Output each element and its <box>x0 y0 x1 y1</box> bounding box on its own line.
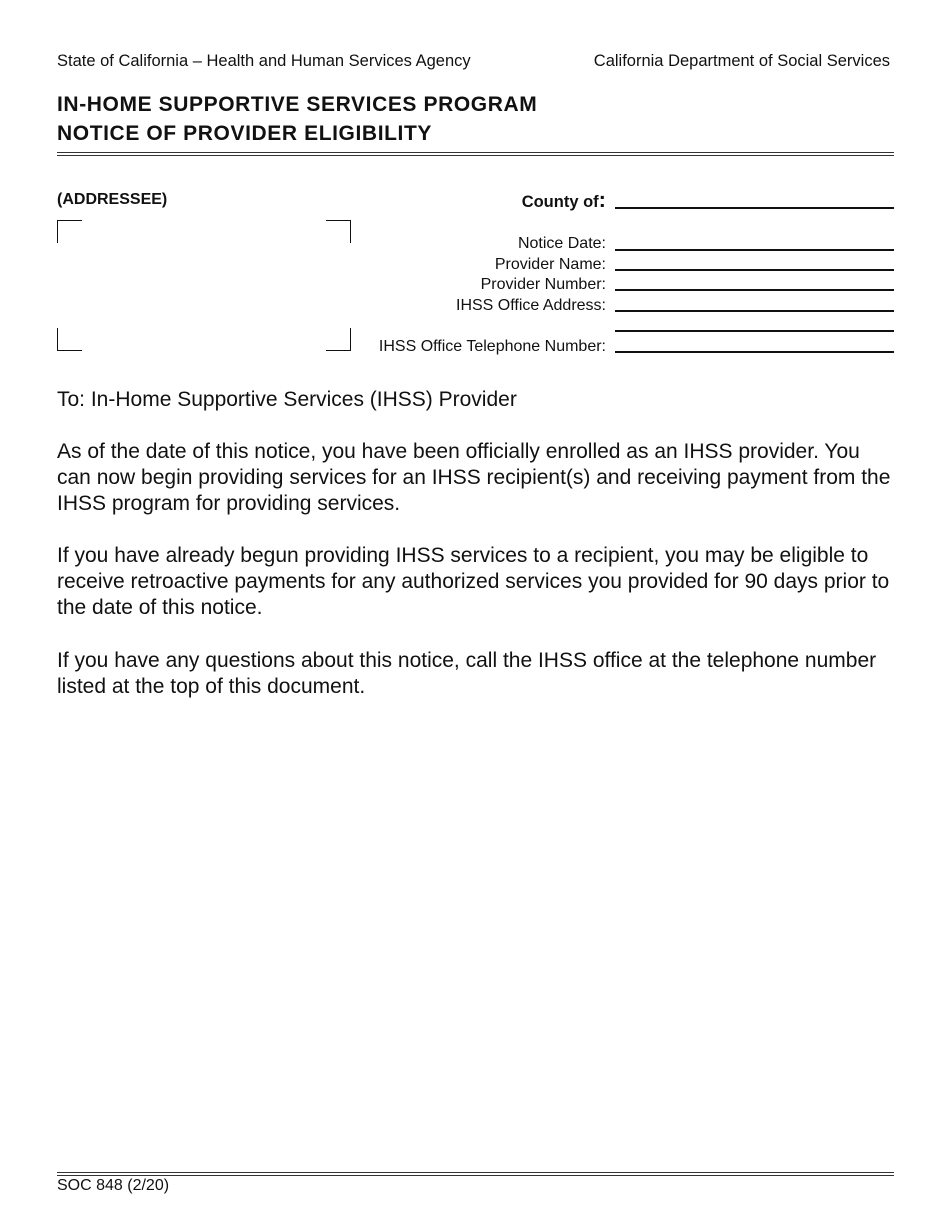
provider-name-field[interactable] <box>615 269 894 271</box>
footer-divider <box>57 1172 894 1176</box>
department-header: California Department of Social Services <box>593 52 890 70</box>
address-window-corner-top-left <box>57 220 82 243</box>
address-window-corner-bottom-right <box>326 328 351 351</box>
notice-date-label: Notice Date: <box>517 235 606 252</box>
office-phone-label: IHSS Office Telephone Number: <box>378 338 606 355</box>
office-address-field-line1[interactable] <box>615 310 894 312</box>
agency-header: State of California – Health and Human Services Agency <box>57 52 471 70</box>
retroactive-payment-paragraph: If you have already begun providing IHSS services to a recipient, you may be eligible to receive retroactive payments for any authorized services you provided for 90 days prior to the date of this notice. <box>57 544 890 619</box>
notice-date-field[interactable] <box>615 249 894 251</box>
provider-number-label: Provider Number: <box>480 276 606 293</box>
county-label: County of: <box>521 187 606 212</box>
form-code: SOC 848 (2/20) <box>57 1177 170 1194</box>
address-window-corner-bottom-left <box>57 328 82 351</box>
notice-title: NOTICE OF PROVIDER ELIGIBILITY <box>57 122 433 145</box>
enrollment-paragraph: As of the date of this notice, you have been officially enrolled as an IHSS provider. You can now begin providing services for an IHSS recipient(s) and receiving payment from the IHSS program for providing services. <box>57 440 891 515</box>
provider-name-label: Provider Name: <box>494 256 606 273</box>
title-divider <box>57 152 894 156</box>
address-window-corner-top-right <box>326 220 351 243</box>
provider-number-field[interactable] <box>615 289 894 291</box>
program-title: IN-HOME SUPPORTIVE SERVICES PROGRAM <box>57 93 538 116</box>
office-address-label: IHSS Office Address: <box>456 297 606 314</box>
office-phone-field[interactable] <box>615 351 894 353</box>
county-field[interactable] <box>615 207 894 209</box>
questions-paragraph: If you have any questions about this notice, call the IHSS office at the telephone number listed at the top of this document. <box>57 649 877 698</box>
salutation: To: In-Home Supportive Services (IHSS) Provider <box>57 388 517 411</box>
office-address-field-line2[interactable] <box>615 330 894 332</box>
addressee-label: (ADDRESSEE) <box>57 191 168 208</box>
